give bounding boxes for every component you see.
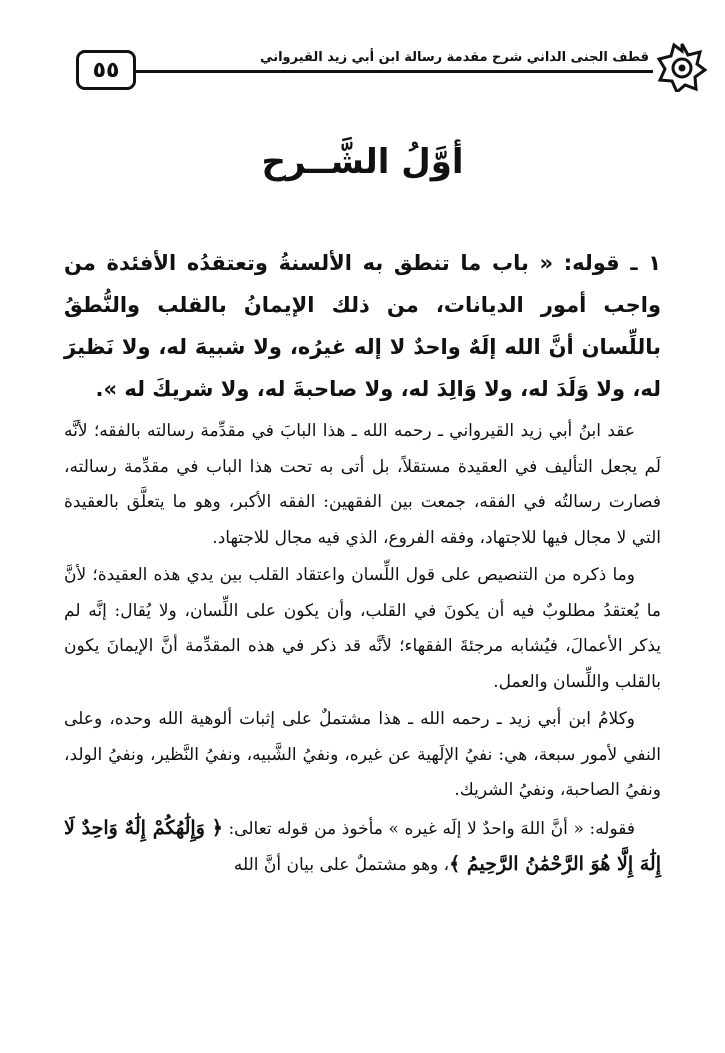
body-paragraph: وكلامُ ابن أبي زيد ـ رحمه الله ـ هذا مشتملٌ على إثبات ألوهية الله وحده، وعلى النفي لأمور سبعة، هي: نفيُ الإلَهية عن غيره، ونفيُ الشَّبيه، ونفيُ النَّظير، ونفيُ الولد، ونفيُ الصاحبة، ونفيُ الشريك. [64,709,661,800]
running-title: قطف الجنى الداني شرح مقدمة رسالة ابن أبي زيد القيرواني [260,50,649,65]
quote-text: « باب ما تنطق به الألسنةُ وتعتقدُه الأفئدة من واجب أمور الديانات، من ذلك الإيمانُ بالقلب والنُّطقُ باللِّسان أنَّ الله إلَهٌ واحدٌ لا إله غيرُه، ولا شبيهَ له، ولا نَظيرَ له، ولا وَلَدَ له، ولا وَالِدَ له، ولا صاحبةَ له، ولا شريكَ له ». [64,251,661,401]
chapter-title: أوَّلُ الشَّــرح [261,142,464,182]
page-content [64,242,661,886]
page-number: ٥٥ [76,50,136,90]
item-number: ١ ـ [630,251,662,275]
quote-lead: قوله: [563,251,620,275]
body-paragraph: وما ذكره من التنصيص على قول اللِّسان واعتقاد القلب بين يدي هذه العقيدة؛ لأنَّ ما يُعتقدُ مطلوبٌ فيه أن يكونَ في القلب، وأن يكون على اللِّسان، ولا يُقال: إنَّه لم يذكر الأعمالَ، فيُشابه مرجئةَ الفقهاء؛ لأنَّه قد ذكر في هذه المقدِّمة أنَّ الإيمانَ يكون بالقلب واللِّسان والعمل. [64,565,661,692]
paragraph-text: ، وهو مشتملٌ على بيان أنَّ الله [233,855,450,875]
quote-block [64,242,661,410]
quran-verse: ﴿ وَإِلَٰهُكُمْ إِلَٰهٌ وَاحِدٌ لَا إِلَٰهَ إِلَّا هُوَ الرَّحْمَٰنُ الرَّحِيمُ ﴾ [64,816,661,875]
paragraph-text: فقوله: « أنَّ اللهَ واحدٌ لا إلَه غيره » مأخوذ من قوله تعالى: [222,818,635,839]
header-rule [136,70,653,73]
body-paragraph: عقد ابنُ أبي زيد القيرواني ـ رحمه الله ـ هذا البابَ في مقدِّمة رسالته بالفقه؛ لأنَّه لَم يجعل التأليف في العقيدة مستقلاً، بل أتى به تحت هذا الباب في مقدِّمة رسالته، فصارت رسالتُه في الفقه، جمعت بين الفقهين: الفقه الأكبر، وهو ما يتعلَّق بالعقيدة التي لا مجال فيها للاجتهاد، وفقه الفروع، الذي فيه مجال للاجتهاد. [64,421,661,548]
body-paragraph-last [64,811,661,884]
star-ornament-icon [657,42,707,92]
page-header [76,40,707,100]
